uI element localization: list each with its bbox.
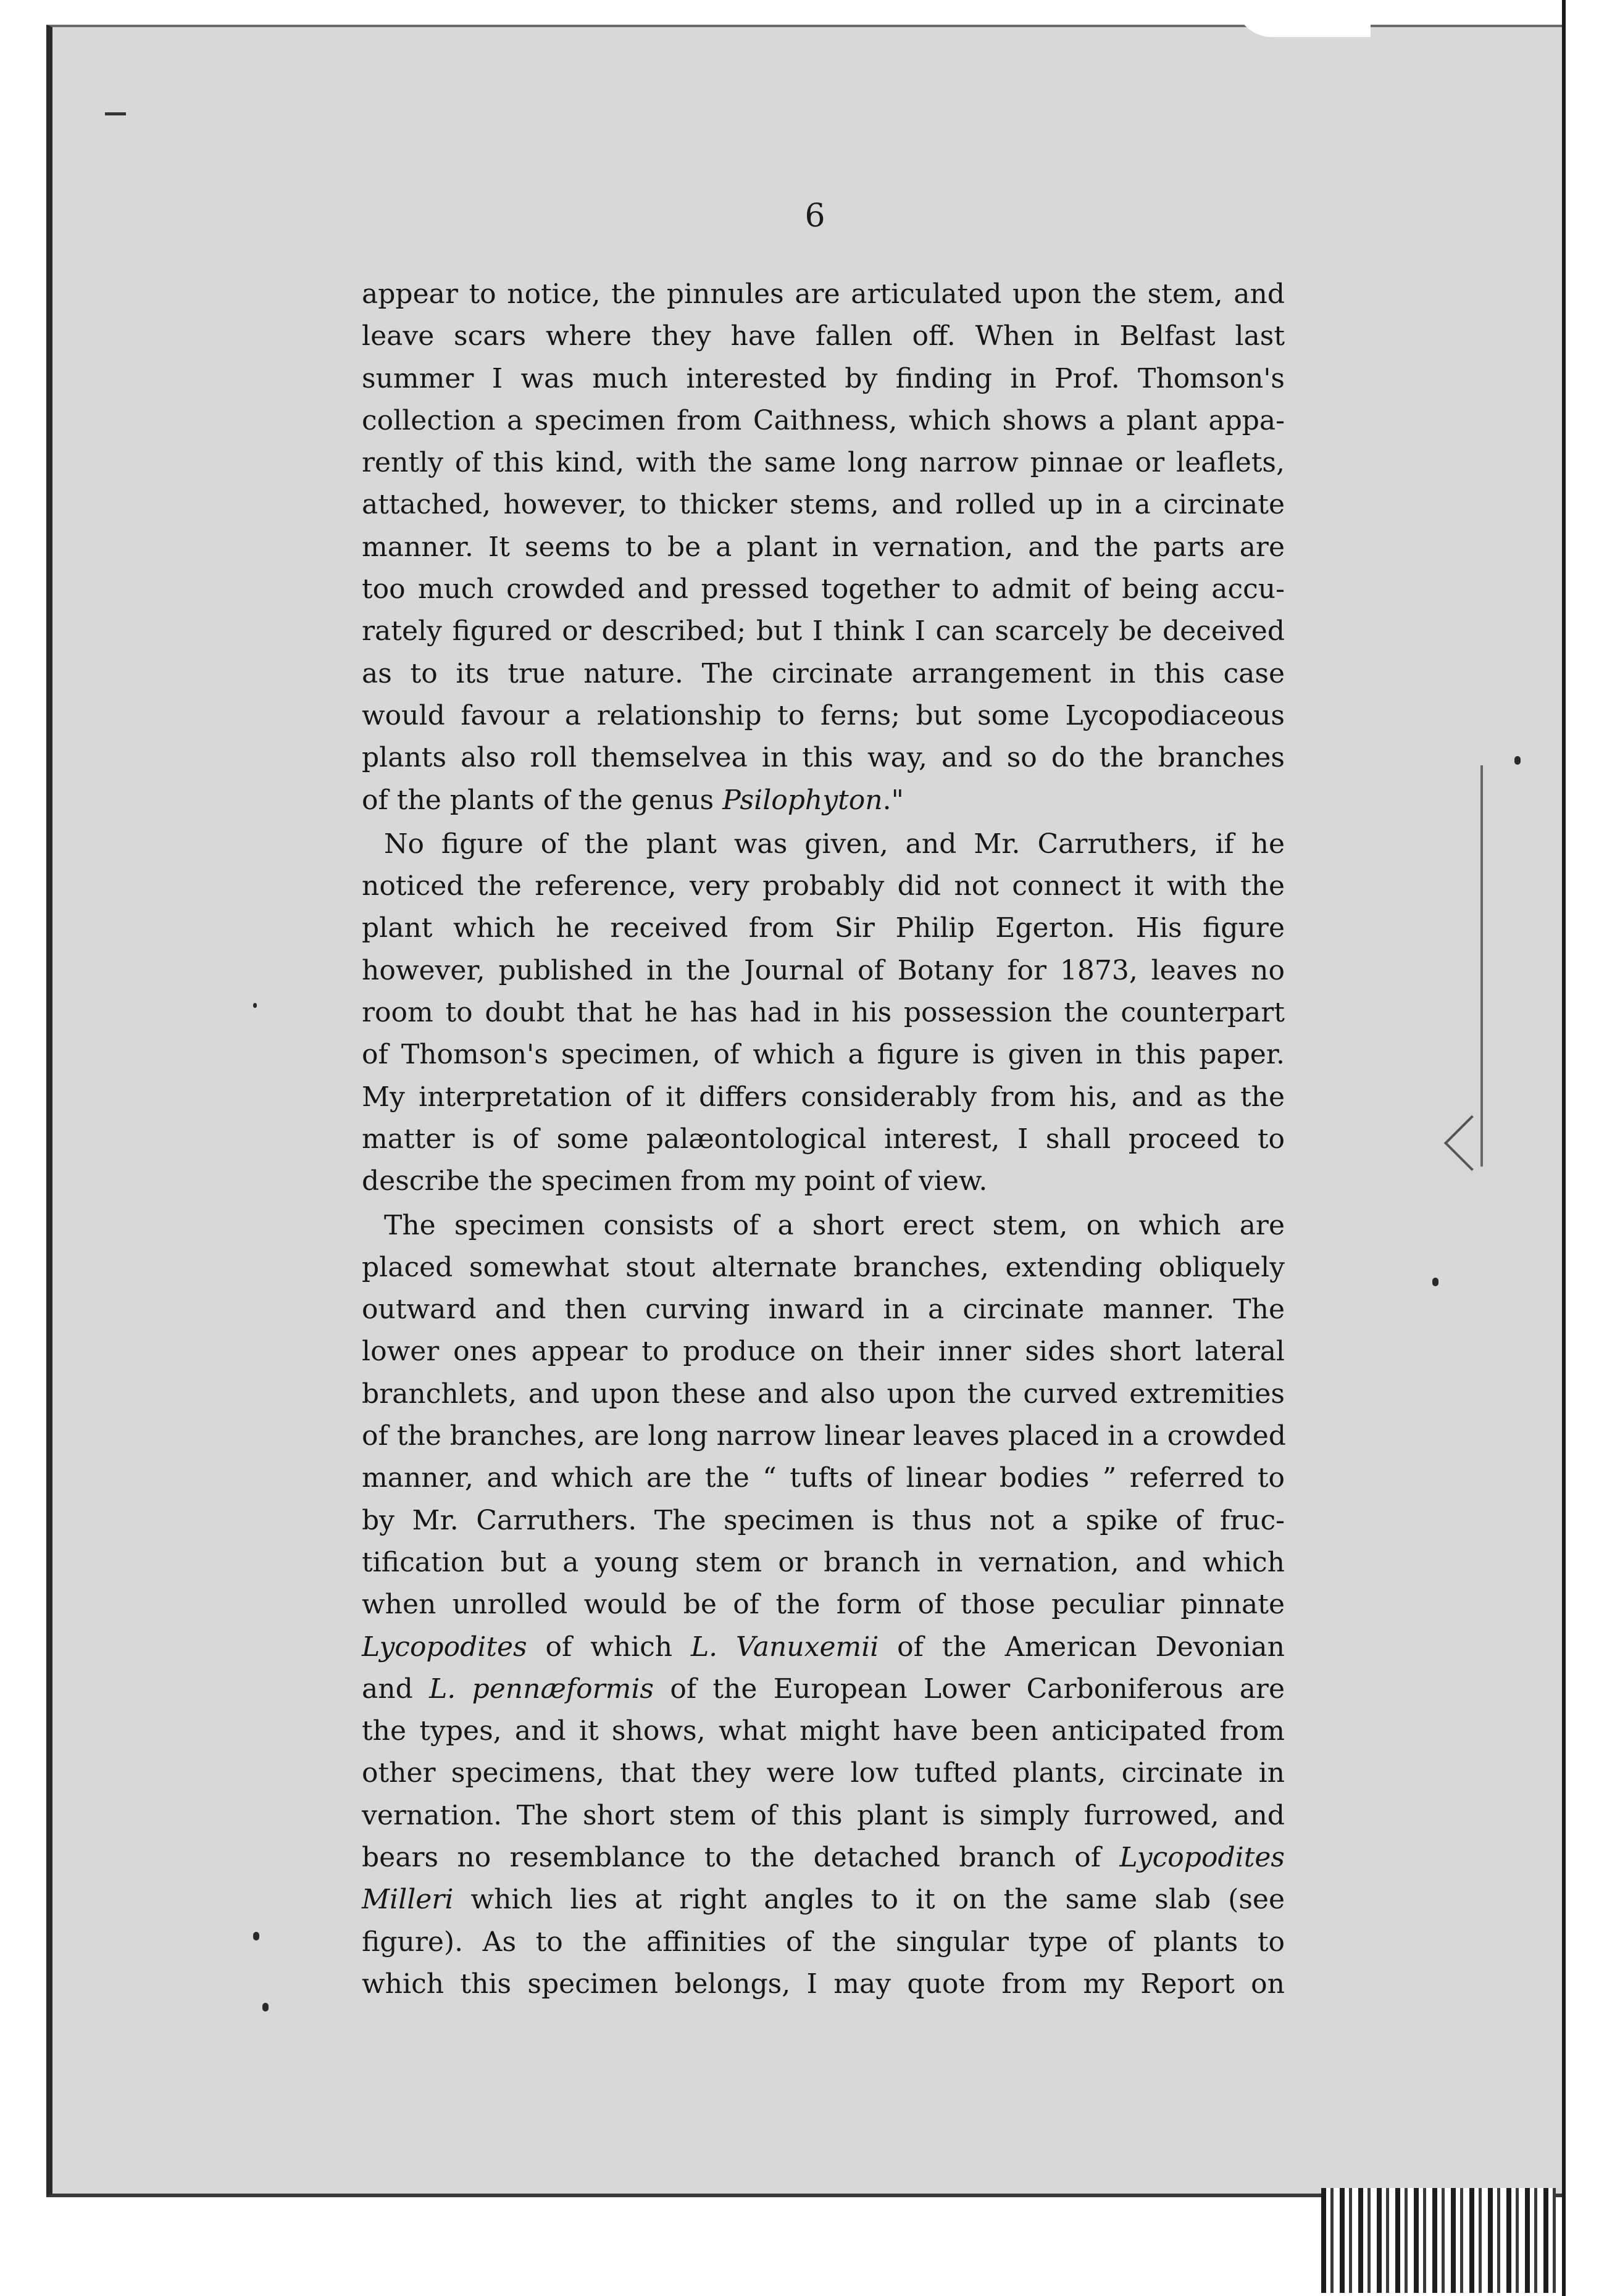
text-line: as to its true nature. The circinate arrangement in this case bbox=[362, 657, 1285, 689]
text-line: however, published in the Journal of Botany for 1873, leaves no bbox=[362, 954, 1285, 986]
text-line: would favour a relationship to ferns; but some Lycopodiaceous bbox=[362, 699, 1285, 731]
text-line: collection a specimen from Caithness, which shows a plant appa- bbox=[362, 404, 1285, 436]
text-line: noticed the reference, very probably did not connect it with the bbox=[362, 870, 1285, 902]
text-line: plants also roll themselvea in this way, and so do the branches bbox=[362, 742, 1285, 774]
text-line: too much crowded and pressed together to admit of being accu- bbox=[362, 573, 1285, 605]
genus-name: Psilophyton bbox=[722, 784, 883, 816]
ink-speck bbox=[253, 1932, 259, 1940]
text-line: lower ones appear to produce on their inner sides short lateral bbox=[362, 1336, 1285, 1368]
ink-speck bbox=[262, 2003, 269, 2011]
binding-edge bbox=[1562, 0, 1566, 2296]
text-run: of which bbox=[527, 1631, 691, 1663]
text-line: leave scars where they have fallen off. When in Belfast last bbox=[362, 320, 1285, 352]
text-line: vernation. The short stem of this plant is simply furrowed, and bbox=[362, 1799, 1285, 1831]
torn-corner bbox=[1235, 0, 1371, 37]
text-line: The specimen consists of a short erect stem, on which are bbox=[384, 1209, 1285, 1241]
text-line: rately figured or described; but I think I can scarcely be deceived bbox=[362, 615, 1285, 647]
text-line: room to doubt that he has had in his possession the counterpart bbox=[362, 997, 1285, 1029]
text-line: manner. It seems to be a plant in vernation, and the parts are bbox=[362, 531, 1285, 563]
text-run: of the European Lower Carboniferous are bbox=[654, 1673, 1285, 1705]
text-line: plant which he received from Sir Philip Egerton. His figure bbox=[362, 912, 1285, 944]
text-line: branchlets, and upon these and also upon the curved extremities bbox=[362, 1378, 1285, 1410]
text-line: No figure of the plant was given, and Mr. Carruthers, if he bbox=[384, 828, 1285, 860]
species-name: Milleri bbox=[362, 1884, 454, 1916]
species-name: L. pennæformis bbox=[429, 1673, 654, 1705]
text-line: manner, and which are the “ tufts of linear bodies ” referred to bbox=[362, 1462, 1285, 1494]
text-line: when unrolled would be of the form of those peculiar pinnate bbox=[362, 1589, 1285, 1621]
text-line bbox=[362, 1626, 1285, 1668]
text-line: which this specimen belongs, I may quote from my Report on bbox=[362, 1968, 1285, 2000]
text-line: describe the specimen from my point of view. bbox=[362, 1165, 988, 1197]
binding-thread bbox=[1480, 765, 1483, 1167]
genus-name: Lycopodites bbox=[1119, 1841, 1285, 1873]
text-line bbox=[362, 1879, 1285, 1921]
text-line: appear to notice, the pinnules are articulated upon the stem, and bbox=[362, 278, 1285, 310]
text-line: rently of this kind, with the same long narrow pinnae or leaflets, bbox=[362, 447, 1285, 479]
text-line: placed somewhat stout alternate branches, extending obliquely bbox=[362, 1251, 1285, 1283]
text-line: matter is of some palæontological interest, I shall proceed to bbox=[362, 1123, 1285, 1155]
margin-mark bbox=[105, 112, 126, 115]
text-line: of Thomson's specimen, of which a figure is given in this paper. bbox=[362, 1039, 1285, 1071]
text-line bbox=[362, 1668, 1285, 1710]
species-name: L. Vanuxemii bbox=[690, 1631, 879, 1663]
edge-strip-marks bbox=[1321, 2188, 1556, 2293]
text-run: of the plants of the genus bbox=[362, 784, 723, 816]
text-line: outward and then curving inward in a circinate manner. The bbox=[362, 1294, 1285, 1326]
ink-speck bbox=[1432, 1278, 1438, 1286]
genus-name: Lycopodites bbox=[362, 1631, 527, 1663]
text-run: of the American Devonian bbox=[879, 1631, 1285, 1663]
text-line: by Mr. Carruthers. The specimen is thus not a spike of fruc- bbox=[362, 1504, 1285, 1536]
text-line bbox=[362, 1837, 1285, 1879]
ink-speck bbox=[1514, 756, 1521, 765]
text-line: figure). As to the affinities of the singular type of plants to bbox=[362, 1926, 1285, 1958]
text-line: the types, and it shows, what might have been anticipated from bbox=[362, 1715, 1285, 1747]
paragraph bbox=[362, 823, 1285, 1203]
page-number: 6 bbox=[804, 198, 825, 235]
ink-speck bbox=[253, 1003, 257, 1008]
text-line: other specimens, that they were low tufted plants, circinate in bbox=[362, 1757, 1285, 1789]
text-line: My interpretation of it differs considerably from his, and as the bbox=[362, 1081, 1285, 1113]
text-run: bears no resemblance to the detached branch of bbox=[362, 1841, 1120, 1873]
text-line: of the branches, are long narrow linear leaves placed in a crowded bbox=[362, 1420, 1286, 1452]
paragraph bbox=[362, 1205, 1285, 2006]
text-line: tification but a young stem or branch in vernation, and which bbox=[362, 1546, 1285, 1578]
text-line: attached, however, to thicker stems, and rolled up in a circinate bbox=[362, 489, 1285, 521]
body-text bbox=[362, 273, 1285, 2005]
text-line bbox=[362, 780, 1285, 821]
paragraph bbox=[362, 273, 1285, 821]
text-run: and bbox=[362, 1673, 430, 1705]
text-run: ." bbox=[882, 784, 904, 816]
text-line: summer I was much interested by finding in Prof. Thomson's bbox=[362, 362, 1285, 394]
text-run: which lies at right angles to it on the same slab (see bbox=[453, 1884, 1285, 1916]
